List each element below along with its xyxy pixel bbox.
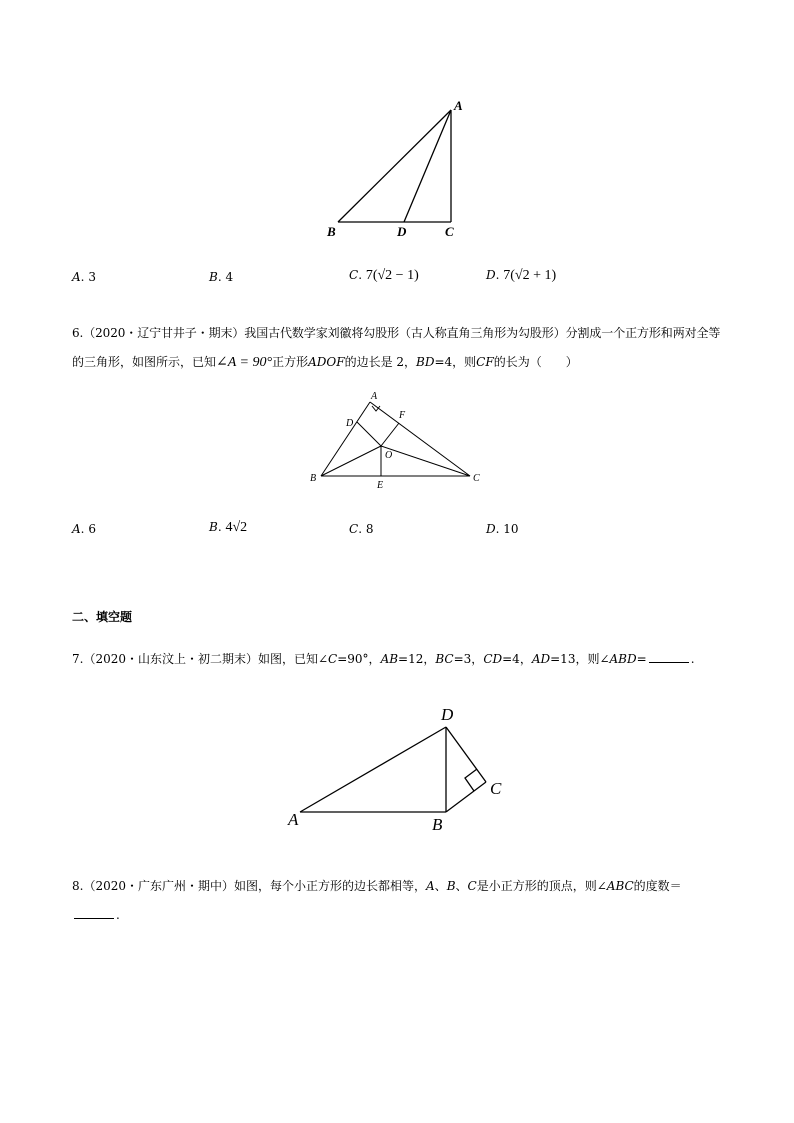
option-text: 10 — [503, 522, 519, 536]
fig6-label-f: F — [399, 410, 406, 421]
q6-option-a: A. 6 — [72, 522, 96, 536]
fig5-label-a: A — [454, 98, 463, 113]
q6-stem-line2: 的三角形，如图所示，已知∠A = 90°正方形ADOF的边长是 2，BD=4，则CF的长为（ ） — [72, 355, 578, 370]
fig6-label-b: B — [310, 473, 317, 484]
fig5-label-d: D — [397, 224, 407, 239]
section-heading-fill-in: 二、填空题 — [72, 610, 133, 624]
option-letter: A — [72, 270, 81, 284]
option-letter: D — [486, 268, 496, 282]
option-letter: C — [349, 522, 359, 536]
fig6-label-a: A — [371, 391, 378, 402]
option-text: 4 — [225, 270, 234, 284]
q5-option-c: C. 7(√2 − 1) — [349, 268, 419, 283]
option-text: 6 — [88, 522, 96, 536]
fig7-label-d: D — [441, 705, 454, 724]
option-letter: B — [209, 520, 218, 534]
fig7-label-b: B — [432, 815, 443, 834]
q8-stem-line2: . — [72, 908, 120, 922]
option-letter: A — [72, 522, 81, 536]
option-text: 7(√2 + 1) — [503, 268, 557, 283]
option-text: 7(√2 − 1) — [365, 268, 419, 283]
angle-a-90: ∠A = 90° — [216, 355, 273, 370]
option-letter: D — [486, 522, 496, 536]
answer-blank[interactable] — [74, 908, 114, 919]
option-text: 3 — [88, 270, 96, 284]
option-text: 8 — [365, 522, 374, 536]
q6-option-d: D. 10 — [486, 522, 519, 536]
fig6-label-e: E — [377, 480, 384, 491]
fig6-label-o: O — [385, 450, 393, 461]
option-letter: B — [209, 270, 218, 284]
option-letter: C — [349, 268, 359, 282]
q7-stem: 7.（2020・山东汶上・初二期末）如图，已知∠C=90°，AB=12，BC=3，CD=4，AD=13，则∠ABD= . — [72, 652, 695, 666]
fig7-label-c: C — [490, 779, 502, 798]
option-text: 4√2 — [225, 520, 248, 535]
q5-option-a: A. 3 — [72, 270, 96, 284]
fig5-label-c: C — [445, 224, 454, 239]
q5-option-d: D. 7(√2 + 1) — [486, 268, 557, 283]
fig6-label-c: C — [473, 473, 480, 484]
q5-option-b: B. 4 — [209, 270, 234, 284]
fig5-label-b: B — [327, 224, 336, 239]
q6-option-c: C. 8 — [349, 522, 374, 536]
q6-stem-line1: 6.（2020・辽宁甘井子・期末）我国古代数学家刘徽将勾股形（古人称直角三角形为勾股形）分割成一个正方形和两对全等 — [72, 326, 721, 340]
fig7-label-a: A — [288, 810, 299, 829]
q8-stem-line1: 8.（2020・广东广州・期中）如图，每个小正方形的边长都相等，A、B、C是小正方形的顶点，则∠ABC的度数＝ — [72, 879, 682, 893]
q6-option-b: B. 4√2 — [209, 520, 248, 535]
fig6-label-d: D — [346, 418, 354, 429]
